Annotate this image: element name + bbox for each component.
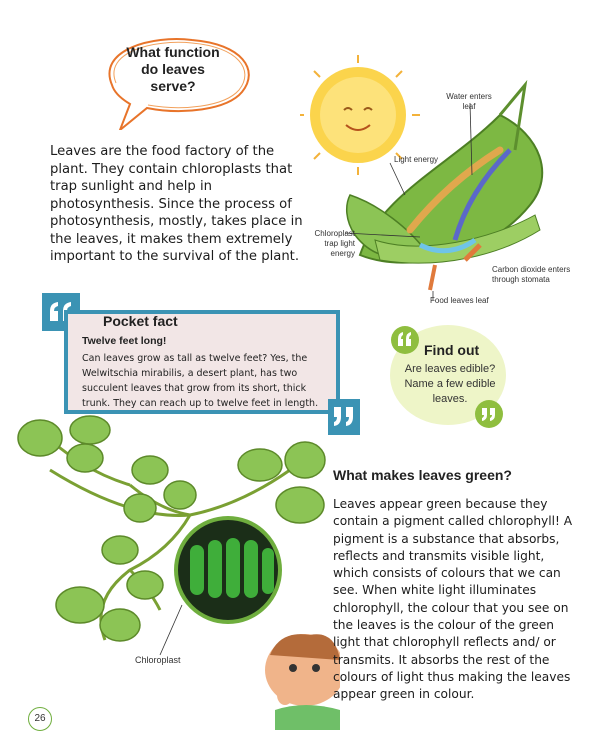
question-text: What function do leaves serve? — [126, 44, 220, 94]
pocket-fact-body: Can leaves grow as tall as twelve feet? Yes, the Welwitschia mirabilis, a desert plant, has two succulent leaves that grow from its short, thick trunk. They can reach up to twelve feet in length. — [82, 353, 319, 409]
intro-paragraph: Leaves are the food factory of the plant. They contain chloroplasts that trap sunlight and help in photosynthesis. Since the process of photosynthesis, mostly, takes place in the leaves, it makes them extremely important to the survival of the plant. — [50, 144, 303, 264]
page-number: 26 — [28, 707, 52, 731]
green-section-body: Leaves appear green because they contain a pigment called chlorophyll! A pigment is a substance that absorbs, reflects and transmits visible light, which consists of colours that we can see. When white light illuminates chlorophyll, the colour that you see on the leaves is the colour of the green light that chlorophyll reflects and/ or transmits. It absorbs the rest of the colours of light thus making the leaves appear green in colour. — [333, 497, 573, 702]
question-bubble — [92, 30, 262, 130]
green-section-heading: What makes leaves green? — [333, 467, 512, 483]
pocket-fact-title: Pocket fact — [103, 313, 178, 329]
water-label: Water enters leaf — [446, 92, 492, 111]
branch-illustration — [10, 410, 340, 730]
pocket-fact-subtitle: Twelve feet long! — [82, 335, 167, 347]
chloroplast-label: Chloroplast — [135, 655, 181, 665]
boy-thinking-icon — [265, 634, 340, 730]
find-out-body: Are leaves edible? Name a few edible leaves. — [404, 363, 496, 405]
chloroplast-trap-label: Chloroplast trap light energy — [314, 229, 355, 258]
carbon-dioxide-label: Carbon dioxide enters through stomata — [492, 265, 571, 284]
find-out-title: Find out — [424, 342, 480, 358]
light-energy-label: Light energy — [394, 155, 439, 164]
food-leaves-label: Food leaves leaf — [430, 296, 489, 305]
